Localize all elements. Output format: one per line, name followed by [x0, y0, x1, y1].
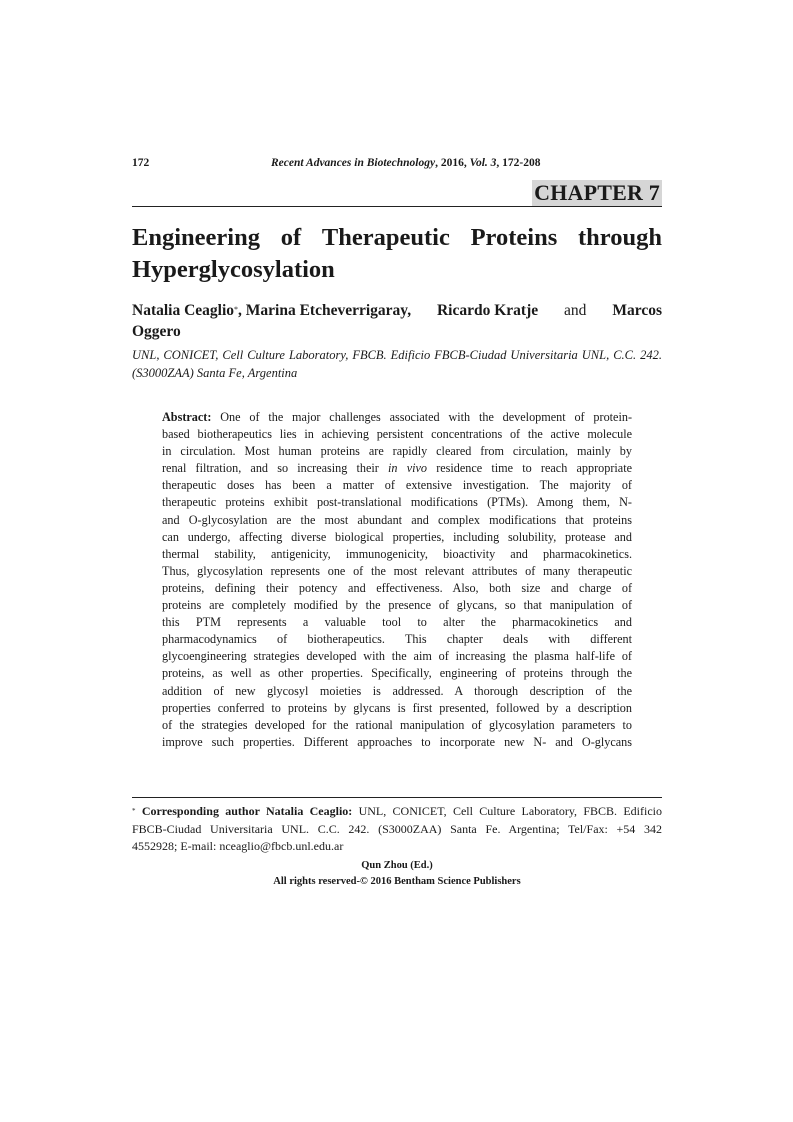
abstract-line: addition of new glycosyl moieties is addressed. A thorough description of the: [162, 683, 632, 698]
abstract: [162, 409, 632, 751]
abstract-line: in circulation. Most human proteins are rapidly cleared from circulation, mainly by: [162, 444, 632, 459]
abstract-line: improve such properties. Different approaches to incorporate new N- and O-glycans: [162, 734, 632, 749]
abstract-line: of the strategies developed for the rational manipulation of glycosylation parameters to: [162, 717, 632, 732]
italic-phrase: in vivo: [388, 461, 428, 476]
author-name: Natalia Ceaglio: [132, 302, 235, 319]
abstract-line: Thus, glycosylation represents one of the most relevant attributes of many therapeutic: [162, 563, 632, 578]
affiliation: UNL, CONICET, Cell Culture Laboratory, FBCB. Edificio FBCB-Ciudad Universitaria UNL, C.C. 242. (S3000ZAA) Santa Fe, Argentina: [132, 348, 662, 380]
journal-pages: , 172-208: [496, 157, 541, 169]
abstract-line: therapeutic doses has been a matter of extensive investigation. The majority of: [162, 478, 632, 493]
journal-name: Recent Advances in Biotechnology: [271, 157, 436, 169]
chapter-label: CHAPTER 7: [534, 180, 660, 205]
journal-year: , 2016,: [435, 157, 470, 169]
author-name: , Marina Etcheverrigaray,: [238, 302, 412, 319]
editor-credit: Qun Zhou (Ed.): [361, 860, 433, 871]
author-list: [132, 300, 662, 342]
abstract-line: Abstract: One of the major challenges associated with the development of protein-: [162, 410, 632, 424]
journal-volume: Vol. 3: [469, 157, 497, 169]
abstract-line: thermal stability, antigenicity, immunogenicity, bioactivity and pharmacokinetics.: [162, 546, 632, 561]
footnote: [132, 803, 662, 856]
footnote-line: 4552928; E-mail: nceaglio@fbcb.unl.edu.ar: [132, 839, 344, 853]
title-word: Engineering: [132, 224, 260, 251]
author-conjunction: and: [564, 302, 587, 319]
page-number: 172: [132, 157, 150, 169]
footnote-divider: [132, 797, 662, 798]
footnote-line: FBCB-Ciudad Universitaria UNL. C.C. 242. (S3000ZAA) Santa Fe. Argentina; Tel/Fax: +54 342: [132, 821, 662, 836]
journal-citation: [271, 157, 541, 169]
copyright-notice: All rights reserved-© 2016 Bentham Science Publishers: [273, 876, 521, 887]
abstract-line: therapeutic proteins exhibit post-translational modifications (PTMs). Among them, N-: [162, 495, 632, 510]
footnote-label: Corresponding author Natalia Ceaglio:: [141, 804, 353, 818]
abstract-line: proteins are completely modified by the presence of glycans, so that manipulation of: [162, 598, 632, 613]
running-header: [132, 157, 662, 173]
abstract-line: properties conferred to proteins by glycans is first presented, followed by a description: [162, 700, 632, 715]
corresponding-mark: *: [234, 305, 239, 314]
abstract-line: can undergo, affecting diverse biological properties, including solubility, protease and: [162, 529, 632, 544]
abstract-line: and O-glycosylation are the most abundant and complex modifications that proteins: [162, 512, 632, 527]
title-line-2: Hyperglycosylation: [132, 256, 335, 283]
abstract-line: proteins, as well as other properties. Specifically, engineering of proteins through the: [162, 666, 632, 681]
title-word: of: [280, 224, 302, 251]
chapter-title: [132, 222, 662, 286]
abstract-line: based biotherapeutics lies in achieving persistent concentrations of the active molecule: [162, 427, 632, 442]
abstract-line: renal filtration, and so increasing their in vivo residence time to reach appropriate: [162, 461, 632, 476]
author-name: Oggero: [132, 323, 181, 340]
author-name: Marcos: [612, 302, 662, 319]
abstract-label: Abstract:: [162, 410, 212, 424]
author-name: Ricardo Kratje: [436, 302, 539, 319]
abstract-line: glycoengineering strategies developed with the aim of increasing the plasma half-life of: [162, 649, 632, 664]
footnote-mark: *: [132, 807, 136, 815]
title-word: Proteins: [470, 224, 558, 251]
title-word: Therapeutic: [321, 224, 450, 251]
abstract-line: pharmacodynamics of biotherapeutics. This chapter deals with different: [162, 632, 632, 647]
title-word: through: [577, 224, 662, 251]
abstract-line: this PTM represents a valuable tool to alter the pharmacokinetics and: [162, 615, 632, 630]
abstract-line: proteins, defining their potency and effectiveness. Also, both size and charge of: [162, 580, 632, 595]
footnote-line: * Corresponding author Natalia Ceaglio: UNL, CONICET, Cell Culture Laboratory, FBCB. Edificio: [132, 804, 662, 818]
header-divider: [132, 206, 662, 207]
